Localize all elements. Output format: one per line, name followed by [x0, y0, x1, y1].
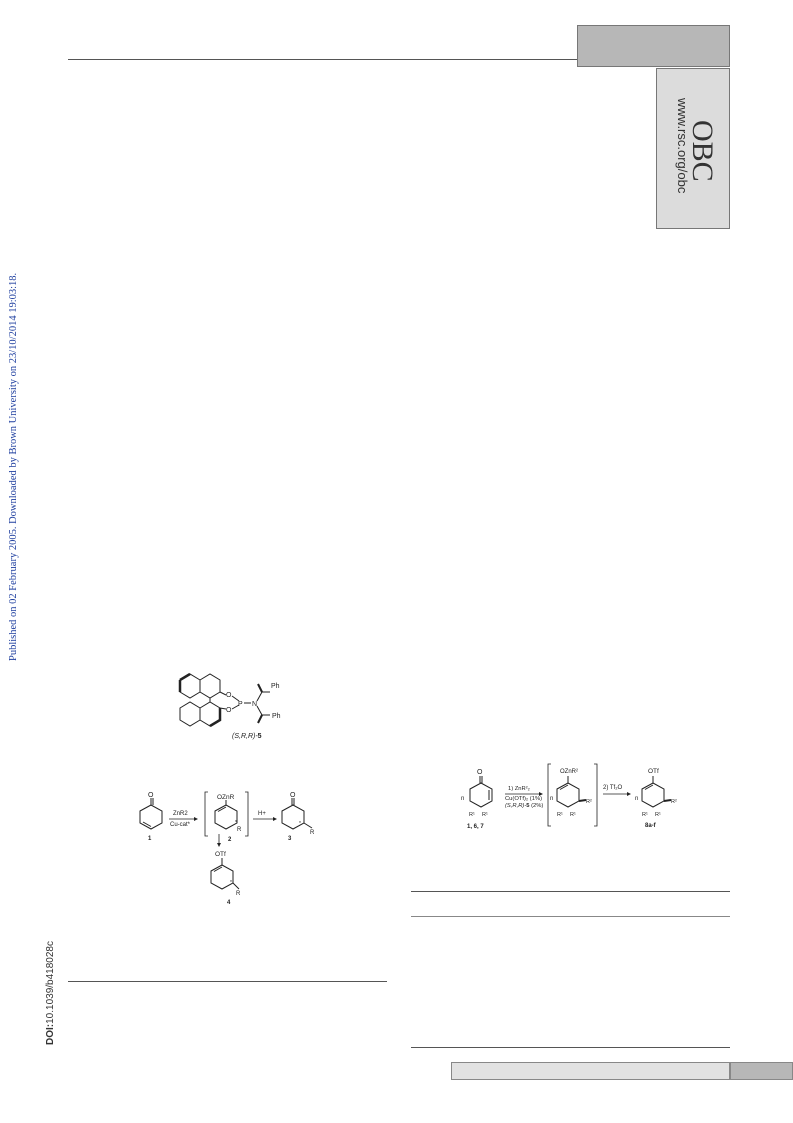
scheme1-star-2: * — [235, 820, 237, 826]
scheme2-enolate: OZnR² — [560, 769, 578, 775]
header-tab — [577, 25, 730, 67]
scheme1-cmpd3: 3 — [288, 836, 292, 842]
scheme2-step1-line3-suffix: (2%) — [529, 803, 544, 809]
scheme1-cmpd2: 2 — [228, 837, 232, 843]
scheme2-r1b: R¹ — [482, 812, 488, 818]
scheme2-step1-line3 — [505, 803, 543, 809]
scheme2-r2-int: R² — [586, 799, 592, 805]
scheme2-triflate: OTf — [648, 768, 659, 775]
ligand-label-number: 5 — [257, 733, 262, 740]
header-rule — [68, 59, 577, 60]
table-rule-top — [411, 891, 730, 892]
journal-name: OBC — [686, 120, 719, 182]
ligand-ph1: Ph — [271, 683, 280, 690]
scheme1-reagent-bottom: Cu-cat* — [170, 822, 191, 828]
footnote-rule — [68, 981, 387, 982]
scheme1-enolate: OZnR — [217, 794, 235, 801]
doi-value[interactable]: 10.1039/b418028c — [45, 941, 56, 1024]
scheme2-n2: n — [550, 796, 554, 802]
scheme1-r-3: R — [310, 830, 315, 836]
scheme1-proton: H+ — [258, 811, 266, 817]
ligand-ph2: Ph — [272, 713, 281, 720]
scheme2-step1-line1: 1) ZnR²₂ — [508, 786, 530, 792]
scheme2-r1c: R¹ — [557, 812, 563, 818]
published-note: Published on 02 February 2005. Downloaded by Brown University on 23/10/2014 19:03:18. — [8, 272, 19, 661]
scheme2-o1: O — [477, 769, 483, 776]
scheme2-step2: 2) Tf₂O — [603, 785, 623, 791]
table-rule-bottom — [411, 1047, 730, 1048]
scheme2-r1a: R¹ — [469, 812, 475, 818]
scheme1-o1: O — [148, 792, 154, 799]
scheme2-n3: n — [635, 796, 639, 802]
doi-prefix: DOI: — [45, 1023, 56, 1045]
scheme1-r-2: R — [237, 827, 242, 833]
scheme2-r1e: R¹ — [642, 812, 648, 818]
scheme2-step1-line3-prefix: (S,R,R)- — [505, 803, 527, 809]
journal-url[interactable]: www.rsc.org/obc — [675, 98, 690, 194]
table-rule-middle — [411, 916, 730, 917]
ligand-label — [232, 733, 262, 740]
doi-label — [45, 941, 56, 1045]
scheme2-r2-prod: R² — [671, 799, 677, 805]
ligand-o1: O — [226, 692, 232, 699]
scheme-1 — [132, 790, 332, 905]
scheme1-r-4: R — [236, 891, 241, 897]
ligand-o2: O — [226, 707, 232, 714]
scheme2-start-label: 1, 6, 7 — [467, 824, 484, 830]
scheme2-product-label: 8a-f — [645, 823, 656, 829]
scheme-2 — [455, 760, 695, 830]
scheme2-step1-line2: Cu(OTf)₂ (1%) — [505, 796, 543, 802]
scheme1-cmpd1: 1 — [148, 836, 152, 842]
scheme1-star-3: * — [299, 821, 301, 827]
scheme1-star-4: * — [230, 880, 232, 886]
scheme1-cmpd4: 4 — [227, 900, 231, 905]
footer-bar — [451, 1062, 730, 1080]
scheme1-reagent-top: ZnR2 — [173, 811, 188, 817]
scheme1-triflate: OTf — [215, 851, 226, 858]
ligand-label-prefix: (S,R,R)- — [232, 733, 258, 740]
footer-tab — [730, 1062, 793, 1080]
scheme2-n1: n — [461, 796, 465, 802]
scheme2-step1-line3-num: 5 — [526, 803, 530, 809]
scheme2-r1f: R¹ — [655, 812, 661, 818]
ligand-p: P — [238, 701, 243, 708]
scheme2-r1d: R¹ — [570, 812, 576, 818]
scheme1-o3: O — [290, 792, 296, 799]
ligand-structure — [168, 668, 288, 743]
ligand-n: N — [252, 701, 258, 708]
